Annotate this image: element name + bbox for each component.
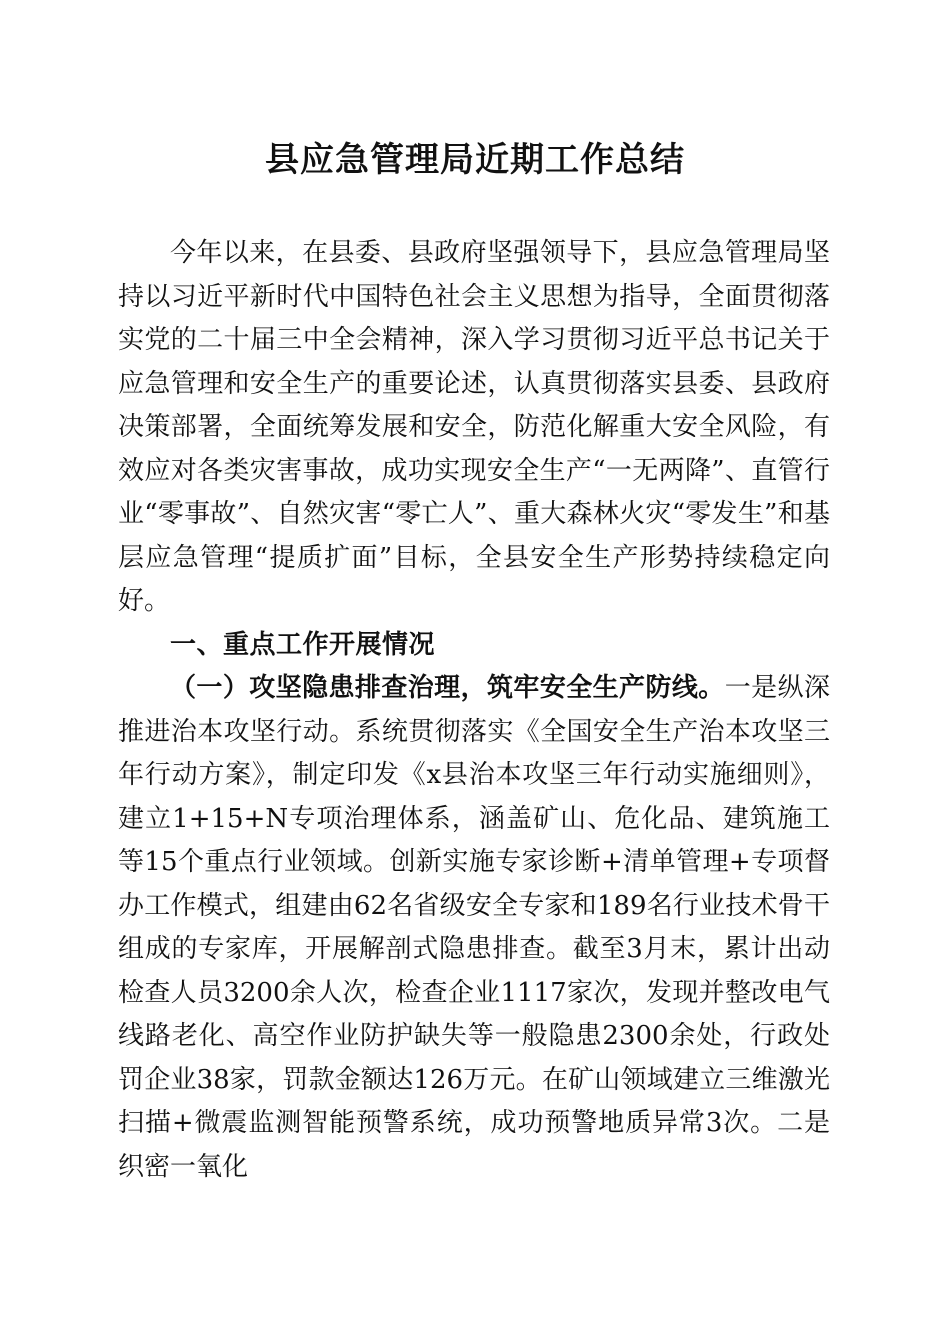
- document-body: [118, 232, 830, 1189]
- subsection-paragraph: [118, 667, 830, 1189]
- document-title: 县应急管理局近期工作总结: [265, 140, 685, 180]
- intro-paragraph: 今年以来，在县委、县政府坚强领导下，县应急管理局坚持以习近平新时代中国特色社会主义思想为指导，全面贯彻落实党的二十届三中全会精神，深入学习贯彻习近平总书记关于应急管理和安全生产的重要论述，认真贯彻落实县委、县政府决策部署，全面统筹发展和安全，防范化解重大安全风险，有效应对各类灾害事故，成功实现安全生产“一无两降”、直管行业“零事故”、自然灾害“零亡人”、重大森林火灾“零发生”和基层应急管理“提质扩面”目标，全县安全生产形势持续稳定向好。: [118, 238, 830, 616]
- subsection-heading: （一）攻坚隐患排查治理，筑牢安全生产防线。: [170, 673, 725, 703]
- section-heading: 一、重点工作开展情况: [170, 629, 436, 660]
- subsection-text: 一是纵深推进治本攻坚行动。系统贯彻落实《全国安全生产治本攻坚三年行动方案》，制定印发《x县治本攻坚三年行动实施细则》，建立1+15+N专项治理体系，涵盖矿山、危化品、建筑施工等15个重点行业领域。创新实施专家诊断+清单管理+专项督办工作模式，组建由62名省级安全专家和189名行业技术骨干组成的专家库，开展解剖式隐患排查。截至3月末，累计出动检查人员3200余人次，检查企业1117家次，发现并整改电气线路老化、高空作业防护缺失等一般隐患2300余处，行政处罚企业38家，罚款金额达126万元。在矿山领域建立三维激光扫描+微震监测智能预警系统，成功预警地质异常3次。二是织密一氧化: [118, 673, 830, 1182]
